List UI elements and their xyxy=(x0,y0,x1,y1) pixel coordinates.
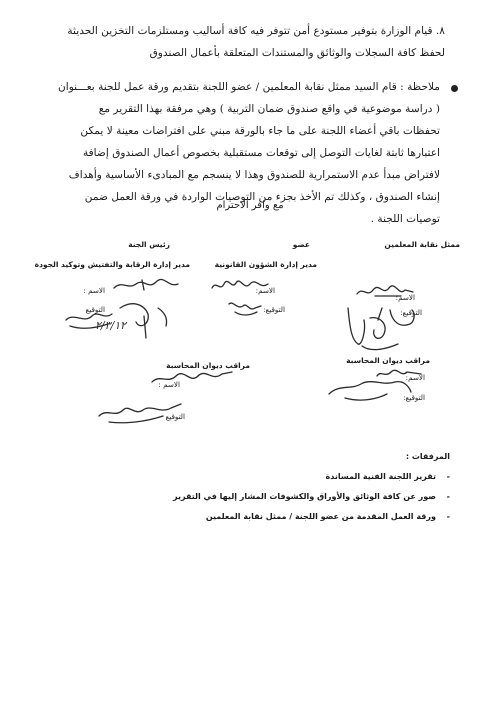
paragraph-line: اعتبارها ثابتة لغايات التوصل إلى توقعات مستقبلية بخصوص أعمال الصندوق إضافة xyxy=(82,147,440,159)
paragraph-line: ( دراسة موضوعية في واقع صندوق ضمان التربية ) وهي مرفقة بهذا التقرير مع xyxy=(98,103,440,115)
signatory-title: مدير إدارة الرقابة والتفتيش وتوكيد الجودة xyxy=(34,260,190,269)
paragraph-line: توصيات اللجنة . xyxy=(370,213,440,225)
name-label: الاسم: xyxy=(405,373,425,382)
name-label: الاسم: xyxy=(255,286,275,295)
signature-label: التوقيع xyxy=(85,305,105,314)
signatory-role: مراقب ديوان المحاسبة xyxy=(166,361,250,370)
paragraph-line: لحفظ كافة السجلات والوثائق والمستندات المتعلقة بأعمال الصندوق xyxy=(149,47,445,59)
name-label: الاسم : xyxy=(83,286,105,295)
auditor-left-signature xyxy=(95,398,185,428)
signature-label: التوقيع: xyxy=(400,308,422,317)
list-item: -تقرير اللجنة الفنية المساندة xyxy=(325,472,450,481)
list-item: -ورقة العمل المقدمة من عضو اللجنة / ممثل نقابة المعلمين xyxy=(205,512,450,521)
signatory-role: عضو xyxy=(292,240,310,249)
auditor-left-name-handwriting xyxy=(150,368,235,390)
signatory-title: مدير إدارة الشؤون القانونية xyxy=(214,260,317,269)
paragraph-line: لافتراض مبدأ عدم الاستمرارية للصندوق وهذا لا ينسجم مع المبادىء الأساسية وأهداف xyxy=(68,169,440,181)
signatory-role: ممثل نقابة المعلمين xyxy=(384,240,460,249)
signatory-role: رئيس الجنة xyxy=(128,240,170,249)
chair-handwritten-date: ٢/٣/١٢ xyxy=(95,319,127,332)
signatory-role: مراقب ديوان المحاسبة xyxy=(346,356,430,365)
attachments-title: المرفقات : xyxy=(405,452,450,461)
paragraph-line: ٨. قيام الوزارة بتوفير مستودع أمن تتوفر فيه كافة أساليب ومستلزمات التخزين الحديثة xyxy=(67,25,445,37)
signature-label: التوقيع: xyxy=(263,305,285,314)
closing-line: مع وافر الاحترام xyxy=(216,200,284,211)
list-item: -صور عن كافة الوثائق والأوراق والكشوفات المشار إليها في التقرير xyxy=(173,492,450,501)
paragraph-line: ملاحظة : قام السيد ممثل نقابة المعلمين / عضو اللجنة بتقديم ورقة عمل للجنة بعـــنوان xyxy=(57,81,440,93)
paragraph-line: تحفظات باقي أعضاء اللجنة على ما جاء بالورقة مبني على افتراضات معينة لا يمكن xyxy=(80,125,440,137)
signature-label: التوقيع: xyxy=(403,393,425,402)
name-label: الاسم : xyxy=(158,380,180,389)
signature-label: التوقيع xyxy=(165,412,185,421)
paragraph-line: إنشاء الصندوق ، وكذلك تم الأخذ بجزء من التوصيات الواردة في ورقة العمل ضمن xyxy=(84,191,440,203)
name-label: الاسم: xyxy=(395,293,415,302)
